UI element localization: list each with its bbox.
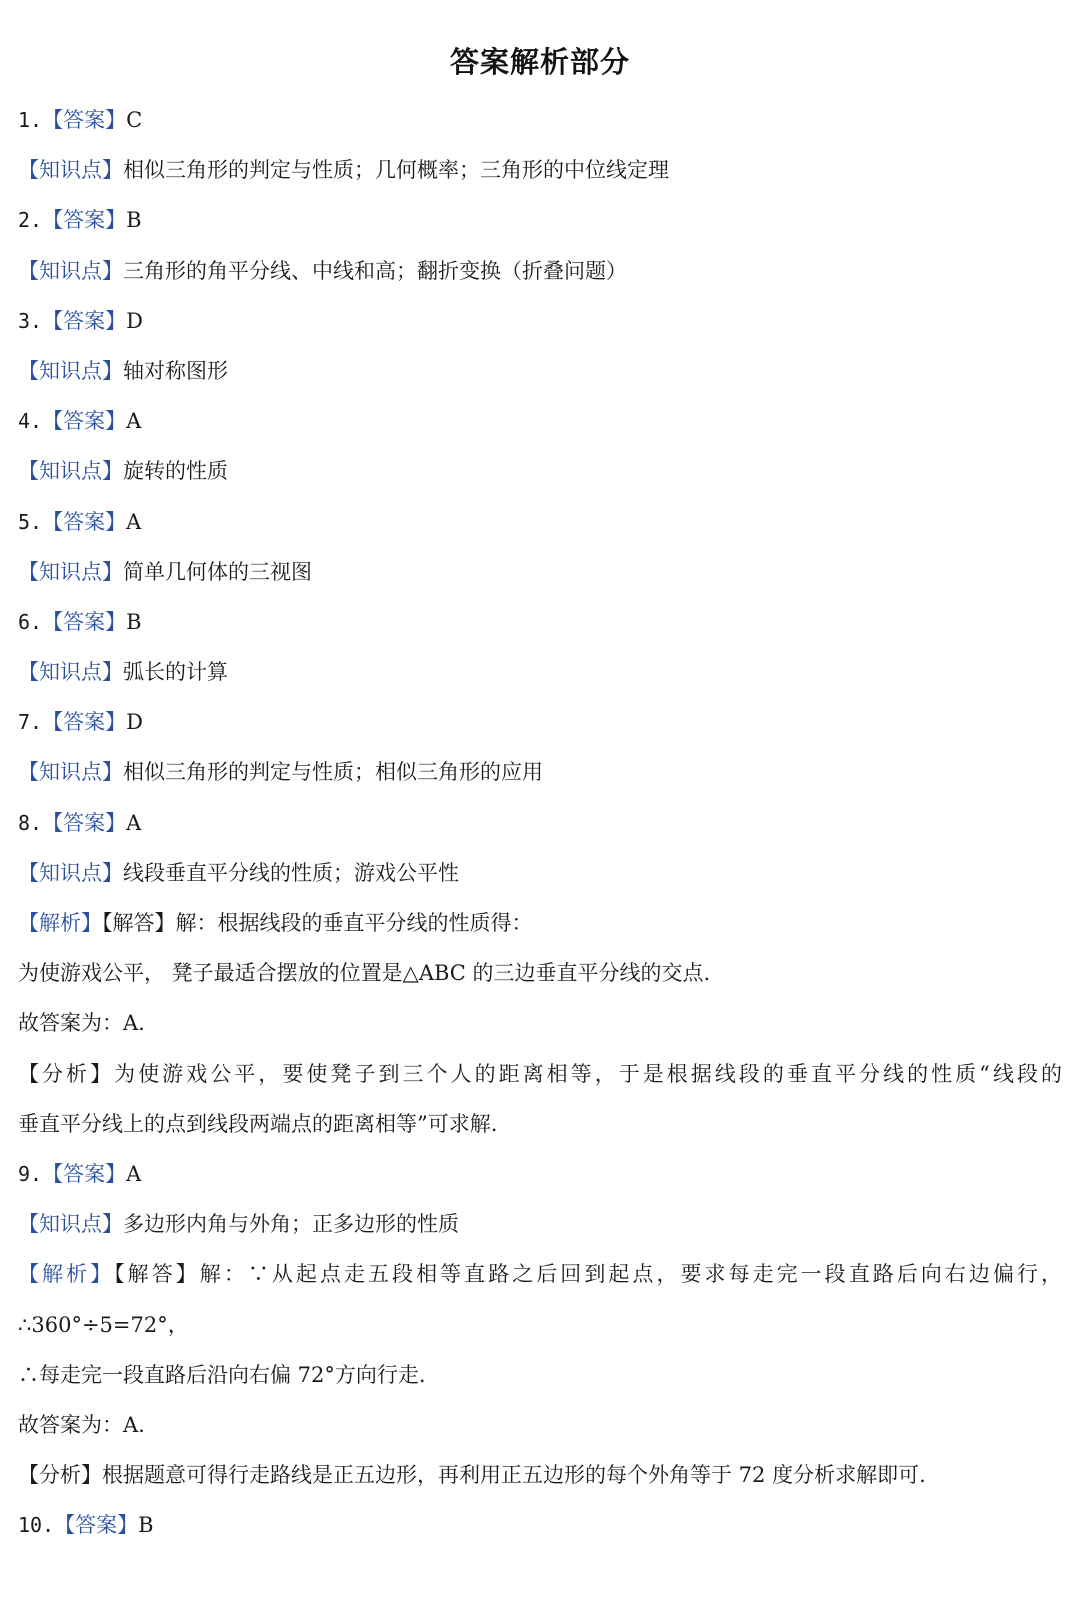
section-tag: 【答案】 <box>42 810 127 835</box>
analysis-line <box>18 1249 1062 1299</box>
section-tag: 【答案】 <box>42 710 127 735</box>
line-text: 为使游戏公平， 凳子最适合摆放的位置是△ABC 的三边垂直平分线的交点. <box>18 961 711 986</box>
line-text: 多边形内角与外角；正多边形的性质 <box>123 1212 459 1237</box>
section-tag: 【答案】 <box>42 208 127 233</box>
section-tag: 【知识点】 <box>18 358 123 383</box>
line-text: 解：根据线段的垂直平分线的性质得： <box>175 911 533 935</box>
question-number: 3. <box>18 308 43 333</box>
section-tag: 【知识点】 <box>18 559 123 584</box>
line-text: 轴对称图形 <box>123 358 228 383</box>
line-text: ∴360°÷5=72°， <box>18 1312 189 1337</box>
section-tag: 【知识点】 <box>18 660 123 685</box>
knowledge-point-line <box>18 647 1062 697</box>
section-tag: 【答案】 <box>42 1161 127 1186</box>
line-text: 简单几何体的三视图 <box>123 559 312 584</box>
line-text: 故答案为：A. <box>18 1011 145 1036</box>
line-text: 故答案为：A. <box>18 1412 145 1437</box>
answer-line <box>18 1149 1062 1199</box>
knowledge-point-line <box>18 1199 1062 1249</box>
section-tag: 【答案】 <box>42 509 127 534</box>
section-tag: 【解析】 <box>18 1262 115 1287</box>
line-text: ∴每走完一段直路后沿向右偏 72°方向行走. <box>18 1362 426 1387</box>
answer-line <box>18 597 1062 647</box>
section-subtag: 【解答】 <box>102 911 176 935</box>
analysis-line <box>18 898 1062 948</box>
line-text: A <box>126 409 142 434</box>
line-text: 相似三角形的判定与性质；相似三角形的应用 <box>123 760 543 785</box>
explanation-line <box>18 998 1062 1048</box>
section-tag: 【答案】 <box>42 308 127 333</box>
section-tag: 【知识点】 <box>18 860 123 885</box>
answer-line <box>18 95 1062 145</box>
question-number: 5. <box>18 509 43 534</box>
answer-line <box>18 296 1062 346</box>
explanation-line <box>18 948 1062 998</box>
answer-line <box>18 497 1062 547</box>
question-number: 2. <box>18 208 43 233</box>
knowledge-point-line <box>18 547 1062 597</box>
knowledge-point-line <box>18 747 1062 797</box>
line-text: 弧长的计算 <box>123 660 228 685</box>
section-tag: 【分析】 <box>18 1061 115 1086</box>
line-text: A <box>126 509 142 534</box>
section-tag: 【答案】 <box>42 409 127 434</box>
section-tag: 【答案】 <box>54 1513 139 1538</box>
section-tag: 【知识点】 <box>18 258 123 283</box>
answer-line <box>18 396 1062 446</box>
explanation-line <box>18 1400 1062 1450</box>
line-text: B <box>126 208 142 233</box>
page-title: 答案解析部分 <box>449 45 630 79</box>
line-text: D <box>126 710 143 735</box>
question-number: 6. <box>18 609 43 634</box>
line-text: B <box>126 609 142 634</box>
section-tag: 【分析】 <box>18 1463 102 1488</box>
question-number: 9. <box>18 1161 43 1186</box>
line-text: A <box>126 810 142 835</box>
answer-line <box>18 697 1062 747</box>
section-tag: 【知识点】 <box>18 760 123 785</box>
question-number: 4. <box>18 409 43 434</box>
explanation-line <box>18 1300 1062 1350</box>
knowledge-point-line <box>18 145 1062 195</box>
knowledge-point-line <box>18 246 1062 296</box>
line-text: D <box>126 308 143 333</box>
section-tag: 【知识点】 <box>18 1212 123 1237</box>
question-number: 1. <box>18 108 43 132</box>
question-number: 7. <box>18 710 43 735</box>
question-number: 8. <box>18 810 43 835</box>
knowledge-point-line <box>18 446 1062 496</box>
question-number: 10. <box>18 1513 55 1538</box>
knowledge-point-line <box>18 346 1062 396</box>
line-text: 根据题意可得行走路线是正五边形，再利用正五边形的每个外角等于 72 度分析求解即可. <box>102 1463 926 1488</box>
knowledge-point-line <box>18 848 1062 898</box>
line-text: C <box>126 108 143 132</box>
line-text: 旋转的性质 <box>123 459 228 484</box>
section-tag: 【知识点】 <box>18 459 123 484</box>
line-text: 相似三角形的判定与性质；几何概率；三角形的中位线定理 <box>123 158 669 183</box>
explanation-line <box>18 1099 1062 1149</box>
line-text: 垂直平分线上的点到线段两端点的距离相等”可求解. <box>18 1111 498 1136</box>
section-tag: 【知识点】 <box>18 158 123 183</box>
line-text: 线段垂直平分线的性质；游戏公平性 <box>123 860 459 885</box>
line-text: 三角形的角平分线、中线和高；翻折变换（折叠问题） <box>123 258 627 283</box>
line-text: A <box>126 1161 142 1186</box>
section-subtag: 【解答】 <box>114 1262 200 1287</box>
section-tag: 【解析】 <box>18 911 102 935</box>
line-text: B <box>138 1513 154 1538</box>
answer-line <box>18 1500 1062 1550</box>
answer-line <box>18 798 1062 848</box>
line-text: 为使游戏公平，要使凳子到三个人的距离相等，于是根据线段的垂直平分线的性质“线段的 <box>114 1061 1062 1086</box>
fenxi-line <box>18 1450 1062 1500</box>
answer-content <box>18 95 1062 1550</box>
explanation-line <box>18 1350 1062 1400</box>
fenxi-line <box>18 1049 1062 1099</box>
section-tag: 【答案】 <box>42 108 127 132</box>
section-tag: 【答案】 <box>42 609 127 634</box>
line-text: 解：∵从起点走五段相等直路之后回到起点，要求每走完一段直路后向右边偏行， <box>199 1262 1062 1287</box>
answer-line <box>18 195 1062 245</box>
